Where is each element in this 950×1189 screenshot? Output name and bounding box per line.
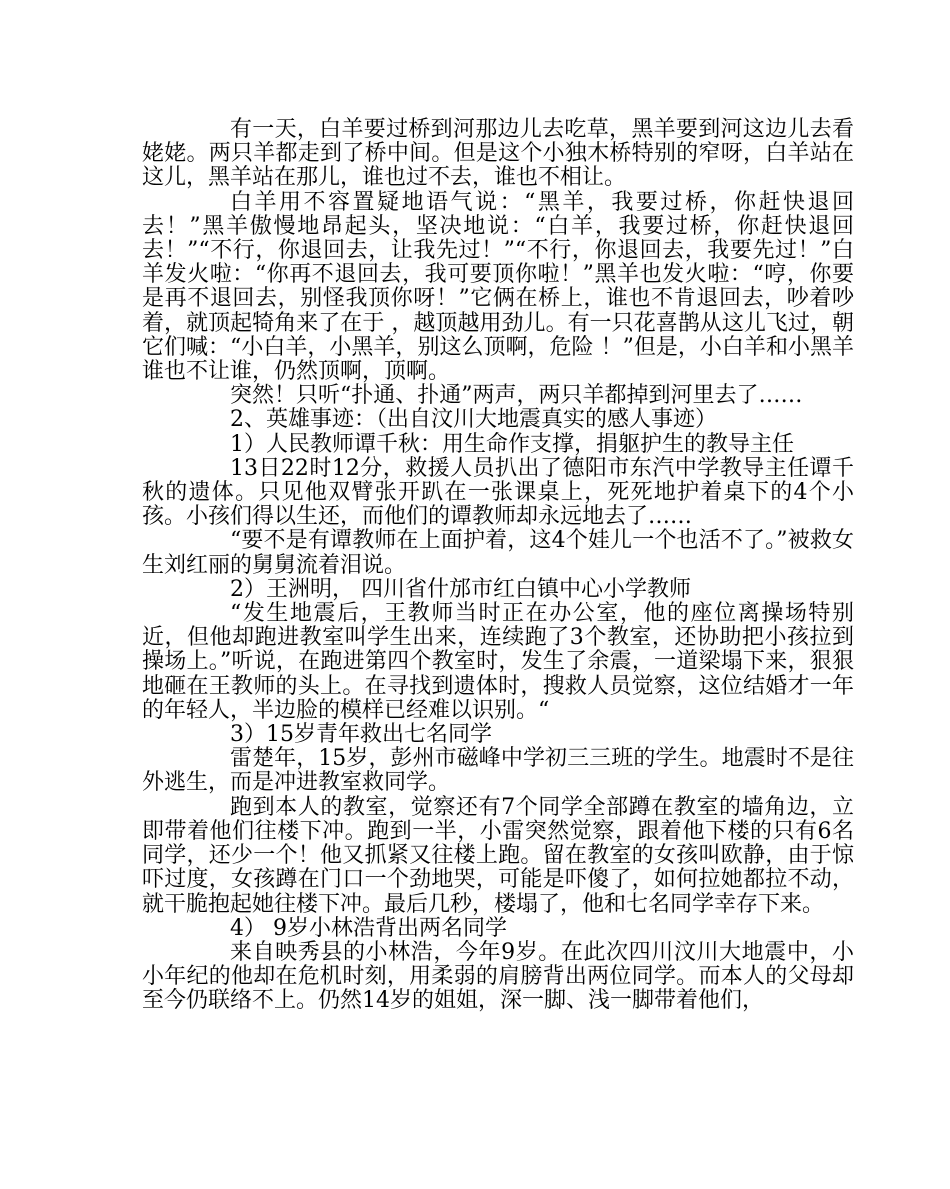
- body-paragraph: 来自映秀县的小林浩，今年9岁。在此次四川汶川大地震中，小小年纪的他却在危机时刻，用柔弱的肩膀背出两位同学。而本人的父母却至今仍联络不上。仍然14岁的姐姐，深一脚、浅一脚带着他们，: [142, 939, 854, 1014]
- subsection-heading: 1）人民教师谭千秋：用生命作支撑，捐躯护生的教导主任: [230, 431, 794, 457]
- story-paragraph: 有一天，白羊要过桥到河那边儿去吃草，黑羊要到河这边儿去看姥姥。两只羊都走到了桥中间。但是这个小独木桥特别的窄呀，白羊站在这儿，黑羊站在那儿，谁也过不去，谁也不相让。: [142, 117, 854, 191]
- body-paragraph: 雷楚年，15岁，彭州市磁峰中学初三三班的学生。地震时不是往外逃生，而是冲进教室救同学。: [142, 746, 854, 796]
- body-paragraph: 跑到本人的教室，觉察还有7个同学全部蹲在教室的墙角边，立即带着他们往楼下冲。跑到一半，小雷突然觉察，跟着他下楼的只有6名同学，还少一个！他又抓紧又往楼上跑。留在教室的女孩叫欧静，由于惊吓过度，女孩蹲在门口一个劲地哭，可能是吓傻了，如何拉她都拉不动，就干脆抱起她往楼下冲。最后几秒，楼塌了，他和七名同学幸存下来。: [142, 794, 854, 917]
- story-paragraph: 突然！只听“扑通、扑通”两声，两只羊都掉到河里去了……: [230, 383, 803, 409]
- body-paragraph: 13日22时12分，救援人员扒出了德阳市东汽中学教导主任谭千秋的遗体。只见他双臂张开趴在一张课桌上，死死地护着桌下的4个小孩。小孩们得以生还，而他们的谭教师却永远地去了……: [142, 455, 854, 530]
- section-heading: 2、英雄事迹：（出自汶川大地震真实的感人事迹）: [230, 407, 717, 433]
- subsection-heading: 3）15岁青年救出七名同学: [230, 722, 492, 748]
- body-paragraph: “发生地震后，王教师当时正在办公室，他的座位离操场特别近，但他却跑进教室叫学生出来，连续跑了3个教室，还协助把小孩拉到操场上。”听说，在跑进第四个教室时，发生了余震，一道梁塌下来，狠狠地砸在王教师的头上。在寻找到遗体时，搜救人员觉察，这位结婚才一年的年轻人，半边脸的模样已经难以识别。“: [142, 601, 854, 723]
- story-paragraph: 白羊用不容置疑地语气说：“黑羊，我要过桥，你赶快退回去！”黑羊傲慢地昂起头，坚决地说：“白羊，我要过桥，你赶快退回去！”“不行，你退回去，让我先过！”“不行，你退回去，我要先过！”白羊发火啦：“你再不退回去，我可要顶你啦！”黑羊也发火啦：“哼，你要是再不退回去，别怪我顶你呀！”它俩在桥上，谁也不肯退回去，吵着吵着，就顶起犄角来了在于 ，越顶越用劲儿。有一只花喜鹊从这儿飞过，朝它们喊：“小白羊，小黑羊，别这么顶啊，危险 ！”但是，小白羊和小黑羊谁也不让谁，仍然顶啊，顶啊。: [142, 189, 854, 385]
- subsection-heading: 4） 9岁小林浩背出两名同学: [230, 915, 507, 941]
- body-paragraph: “要不是有谭教师在上面护着，这4个娃儿一个也活不了。”被救女生刘红丽的舅舅流着泪说。: [142, 528, 854, 578]
- document-body: [142, 118, 854, 1014]
- subsection-heading: 2）王洲明， 四川省什邡市红白镇中心小学教师: [230, 576, 691, 602]
